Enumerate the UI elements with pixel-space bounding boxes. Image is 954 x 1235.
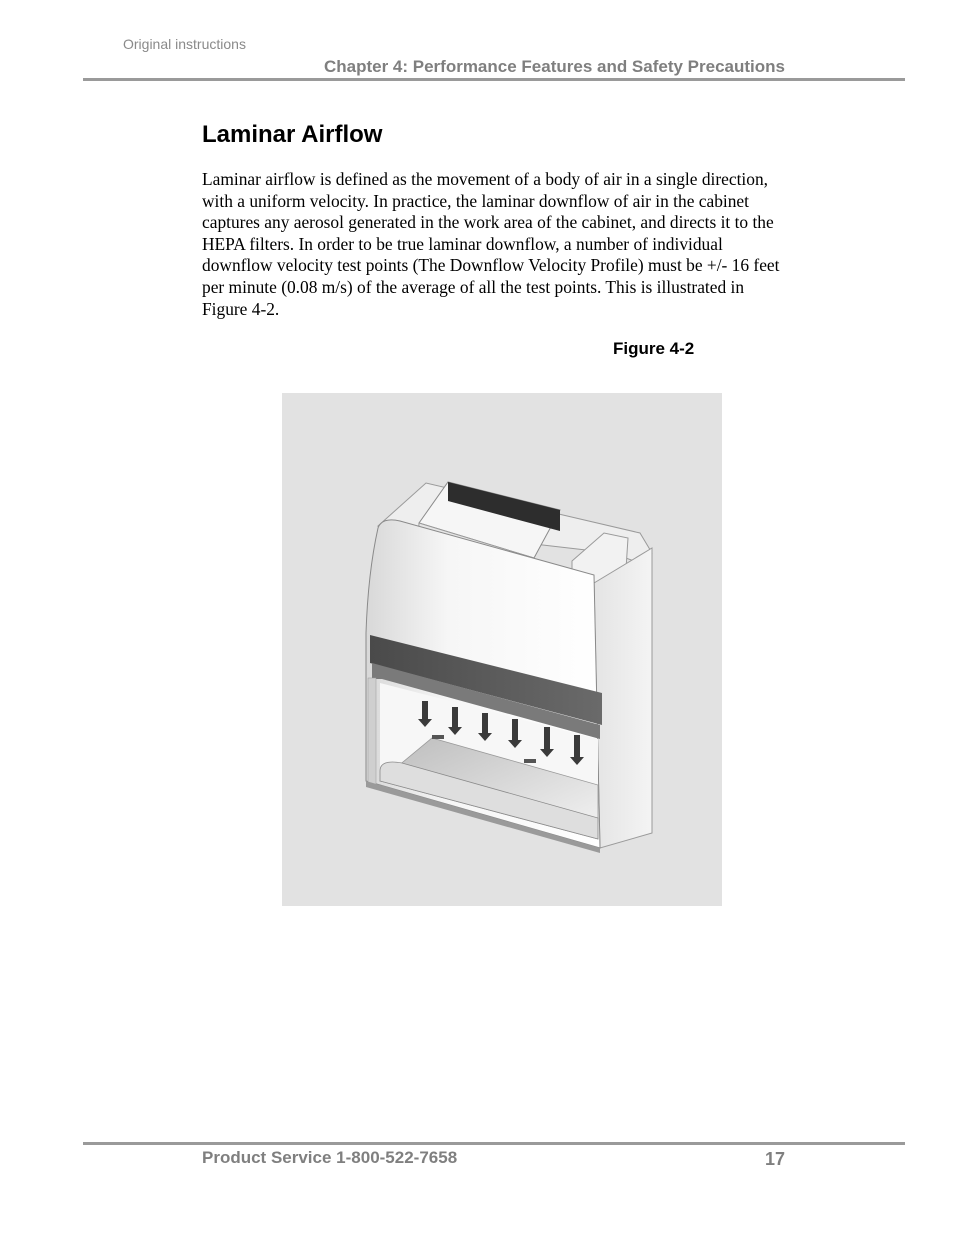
footer-product-service: Product Service 1-800-522-7658 bbox=[202, 1148, 458, 1167]
chapter-title: Chapter 4: Performance Features and Safety Precautions bbox=[323, 57, 785, 76]
cabinet-side-panel bbox=[594, 548, 652, 848]
body-paragraph: Laminar airflow is defined as the movement of a body of air in a single direction, with a uniform velocity. In practice, the laminar downflow of air in the cabinet captures any aerosol generated in the work area of the cabinet, and directs it to the HEPA filters. In order to be true laminar downflow, a number of individual downflow velocity test points (The Downflow Velocity Profile) must be +/- 16 feet per minute (0.08 m/s) of the average of all the test points. This is illustrated in Figure 4-2. bbox=[202, 169, 780, 319]
figure-label: Figure 4-2 bbox=[613, 339, 695, 358]
header-rule bbox=[83, 78, 905, 81]
section-heading: Laminar Airflow bbox=[202, 121, 383, 148]
original-instructions-note: Original instructions bbox=[123, 36, 246, 52]
cabinet-illustration bbox=[282, 393, 722, 906]
page-number: 17 bbox=[764, 1149, 785, 1169]
footer-rule bbox=[83, 1142, 905, 1145]
figure-image bbox=[282, 393, 722, 906]
